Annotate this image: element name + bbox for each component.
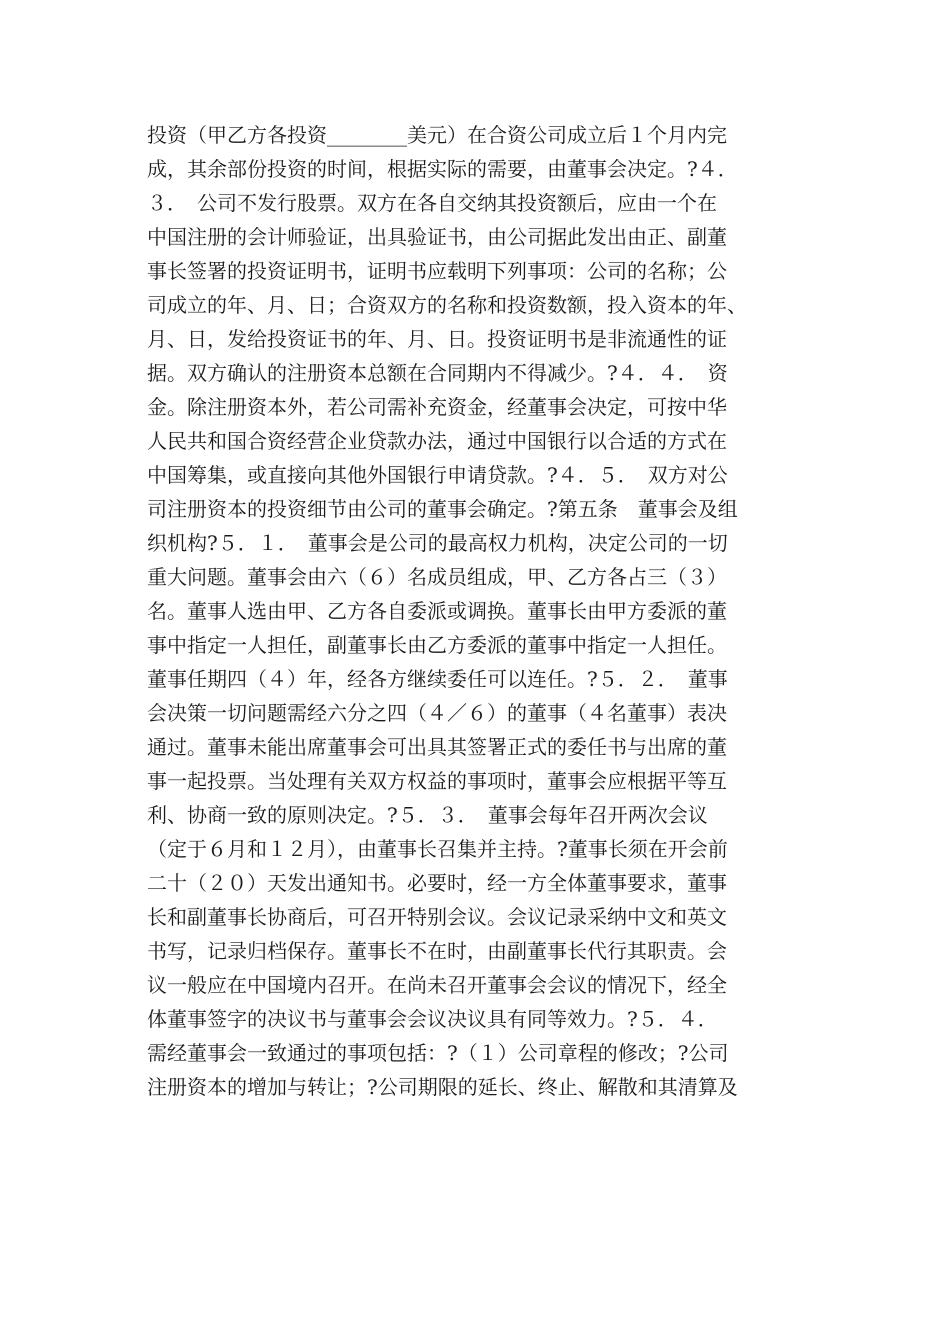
text-line: 名。董事人选由甲、乙方各自委派或调换。董事长由甲方委派的董: [147, 599, 727, 623]
text-line: 书写，记录归档保存。董事长不在时，由副董事长代行其职责。会: [147, 939, 727, 963]
text-line: ３． 公司不发行股票。双方在各自交纳其投资额后，应由一个在: [147, 191, 717, 215]
text-line: 议一般应在中国境内召开。在尚未召开董事会会议的情况下，经全: [147, 973, 727, 997]
text-line: 司成立的年、月、日；合资双方的名称和投资数额，投入资本的年、: [147, 293, 747, 317]
text-line: 中国注册的会计师验证，出具验证书，由公司据此发出由正、副董: [147, 225, 727, 249]
text-line: 体董事签字的决议书与董事会会议决议具有同等效力。?５．４．: [147, 1007, 718, 1031]
text-line: 织机构?５．１． 董事会是公司的最高权力机构，决定公司的一切: [147, 531, 728, 555]
text-line: 司注册资本的投资细节由公司的董事会确定。?第五条 董事会及组: [147, 497, 738, 521]
text-line: 据。双方确认的注册资本总额在合同期内不得减少。?４．４． 资: [147, 361, 728, 385]
text-line: 利、协商一致的原则决定。?５．３． 董事会每年召开两次会议: [147, 803, 708, 827]
text-line: （定于６月和１２月），由董事长召集并主持。?董事长须在开会前: [147, 837, 728, 861]
text-line: 事中指定一人担任，副董事长由乙方委派的董事中指定一人担任。: [147, 633, 727, 657]
text-line: 事一起投票。当处理有关双方权益的事项时，董事会应根据平等互: [147, 769, 727, 793]
text-line: 中国筹集，或直接向其他外国银行申请贷款。?４．５． 双方对公: [147, 463, 728, 487]
text-line: 注册资本的增加与转让；?公司期限的延长、终止、解散和其清算及: [147, 1075, 738, 1099]
text-line: 通过。董事未能出席董事会可出具其签署正式的委任书与出席的董: [147, 735, 727, 759]
text-line: 二十（２０）天发出通知书。必要时，经一方全体董事要求，董事: [147, 871, 727, 895]
text-line: 重大问题。董事会由六（６）名成员组成，甲、乙方各占三（３）: [147, 565, 727, 589]
text-line: 长和副董事长协商后，可召开特别会议。会议记录采纳中文和英文: [147, 905, 727, 929]
text-line: 月、日，发给投资证书的年、月、日。投资证明书是非流通性的证: [147, 327, 727, 351]
text-line: 金。除注册资本外，若公司需补充资金，经董事会决定，可按中华: [147, 395, 727, 419]
contract-text-body: [147, 118, 807, 1104]
text-line: 会决策一切问题需经六分之四（４／６）的董事（４名董事）表决: [147, 701, 727, 725]
text-line: 董事任期四（４）年，经各方继续委任可以连任。?５．２． 董事: [147, 667, 728, 691]
text-line: 投资（甲乙方各投资________美元）在合资公司成立后１个月内完: [147, 123, 727, 147]
text-line: 事长签署的投资证明书，证明书应载明下列事项：公司的名称；公: [147, 259, 727, 283]
text-line: 成，其余部份投资的时间，根据实际的需要，由董事会决定。?４．: [147, 157, 738, 181]
text-line: 需经董事会一致通过的事项包括：?（１）公司章程的修改；?公司: [147, 1041, 729, 1065]
text-line: 人民共和国合资经营企业贷款办法，通过中国银行以合适的方式在: [147, 429, 727, 453]
